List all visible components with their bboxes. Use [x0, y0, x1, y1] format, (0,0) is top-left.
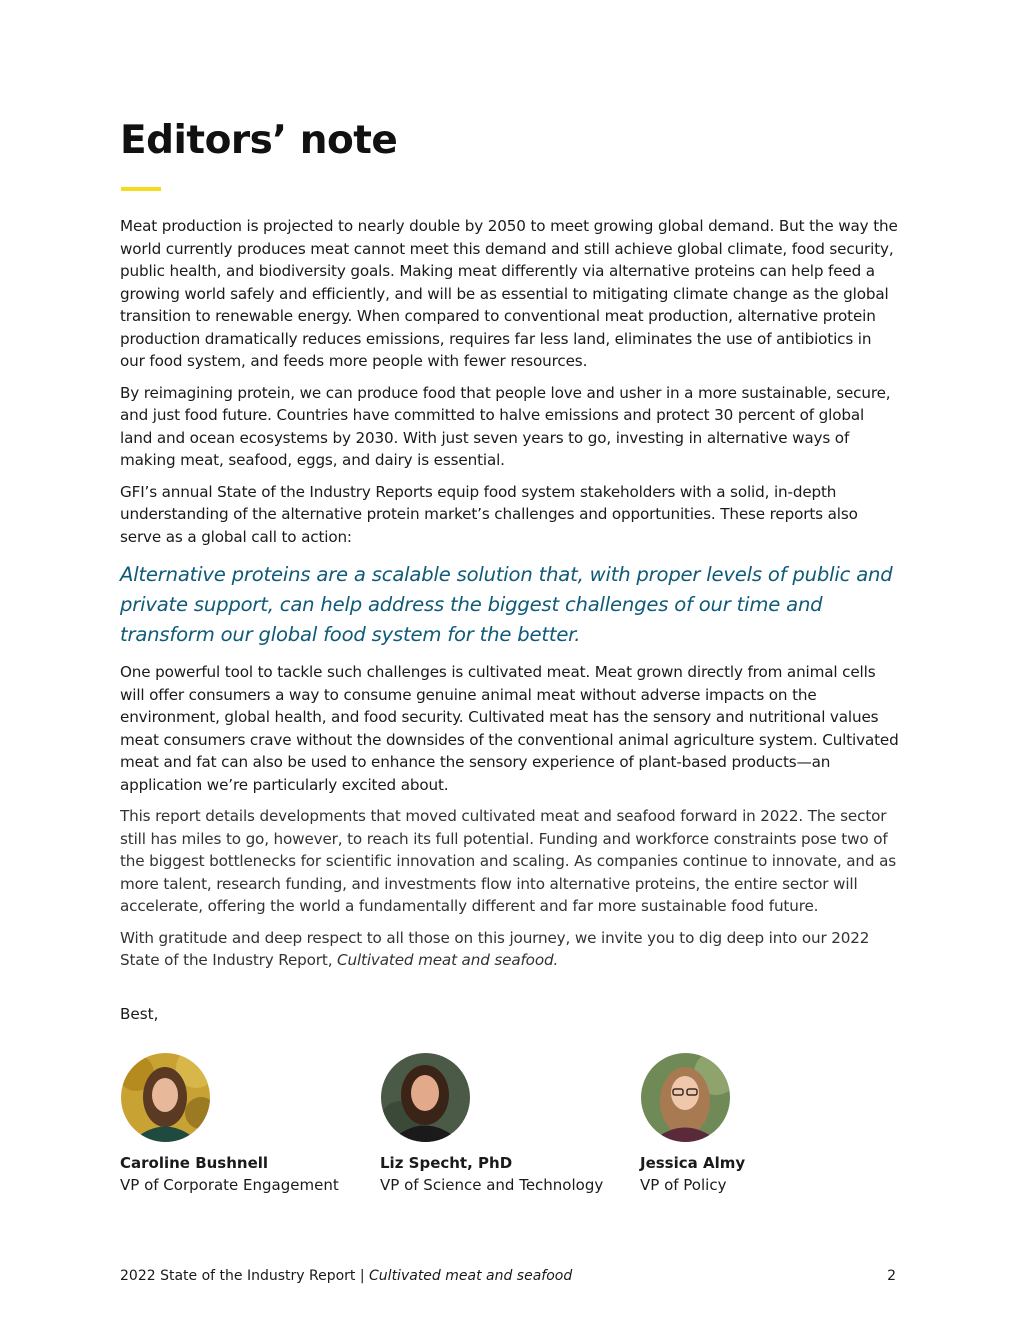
paragraph-2: By reimagining protein, we can produce food that people love and usher in a more sustainable, secure, and just food future. Countries have committed to halve emissions and protect 30 percent of global land and ocean ecosystems by 2030. With just seven years to go, investing in alternative ways of making meat, seafood, eggs, and dairy is essential. — [120, 383, 891, 469]
pull-quote: Alternative proteins are a scalable solution that, with proper levels of public and private support, can help address the biggest challenges of our time and transform our global food system for the better. — [120, 563, 893, 646]
editor-name: Liz Specht, PhD — [380, 1154, 513, 1172]
editor-name: Jessica Almy — [640, 1154, 746, 1172]
editor-name: Caroline Bushnell — [120, 1154, 269, 1172]
editor-card — [120, 1053, 370, 1194]
report-title-italic: Cultivated meat and seafood. — [337, 951, 559, 969]
title-accent-rule — [121, 187, 161, 191]
paragraph-1: Meat production is projected to nearly double by 2050 to meet growing global demand. But the way the world currently produces meat cannot meet this demand and still achieve global climate, food security, public health, and biodiversity goals. Making meat differently via alternative proteins can help feed a growing world safely and efficiently, and will be as essential to mitigating climate change as the global transition to renewable energy. When compared to conventional meat production, alternative protein production dramatically reduces emissions, requires far less land, eliminates the use of antibiotics in our food system, and feeds more people with fewer resources. — [120, 217, 898, 370]
body-text — [120, 215, 900, 981]
editor-photo-avatar — [641, 1053, 730, 1142]
editor-title: VP of Science and Technology — [380, 1176, 604, 1194]
editor-card — [640, 1053, 890, 1194]
editor-card — [380, 1053, 630, 1194]
footer-report-label — [120, 1268, 572, 1284]
page-title: Editors’ note — [120, 118, 398, 163]
paragraph-6 — [120, 927, 900, 972]
editor-title: VP of Policy — [640, 1176, 727, 1194]
paragraph-3: GFI’s annual State of the Industry Reports equip food system stakeholders with a solid, in-depth understanding of the alternative protein market’s challenges and opportunities. These reports also serve as a global call to action: — [120, 482, 858, 546]
closing-salutation: Best, — [120, 1005, 159, 1023]
paragraph-6-lead: With gratitude and deep respect to all those on this journey, we invite you to dig deep into our 2022 State of the Industry Report, — [120, 928, 870, 969]
editor-photo-avatar — [381, 1053, 470, 1142]
paragraph-5: This report details developments that moved cultivated meat and seafood forward in 2022. The sector still has miles to go, however, to reach its full potential. Funding and workforce constraints pose two of the biggest bottlenecks for scientific innovation and scaling. As companies continue to innovate, and as more talent, research funding, and investments flow into alternative proteins, the entire sector will accelerate, offering the world a fundamentally different and far more sustainable food future. — [120, 807, 896, 915]
editor-photo-avatar — [121, 1053, 210, 1142]
editors-row — [120, 1053, 900, 1213]
footer-report-italic: Cultivated meat and seafood — [369, 1268, 573, 1284]
paragraph-4: One powerful tool to tackle such challenges is cultivated meat. Meat grown directly from animal cells will offer consumers a way to consume genuine animal meat without adverse impacts on the environment, global health, and food security. Cultivated meat has the sensory and nutritional values meat consumers crave without the downsides of the conventional animal agriculture system. Cultivated meat and fat can also be used to enhance the sensory experience of plant-based products—an application we’re particularly excited about. — [120, 663, 899, 794]
footer-report-prefix: 2022 State of the Industry Report | — [120, 1268, 370, 1284]
page-footer — [120, 1268, 896, 1284]
editor-title: VP of Corporate Engagement — [120, 1176, 339, 1194]
page-number: 2 — [887, 1268, 896, 1284]
